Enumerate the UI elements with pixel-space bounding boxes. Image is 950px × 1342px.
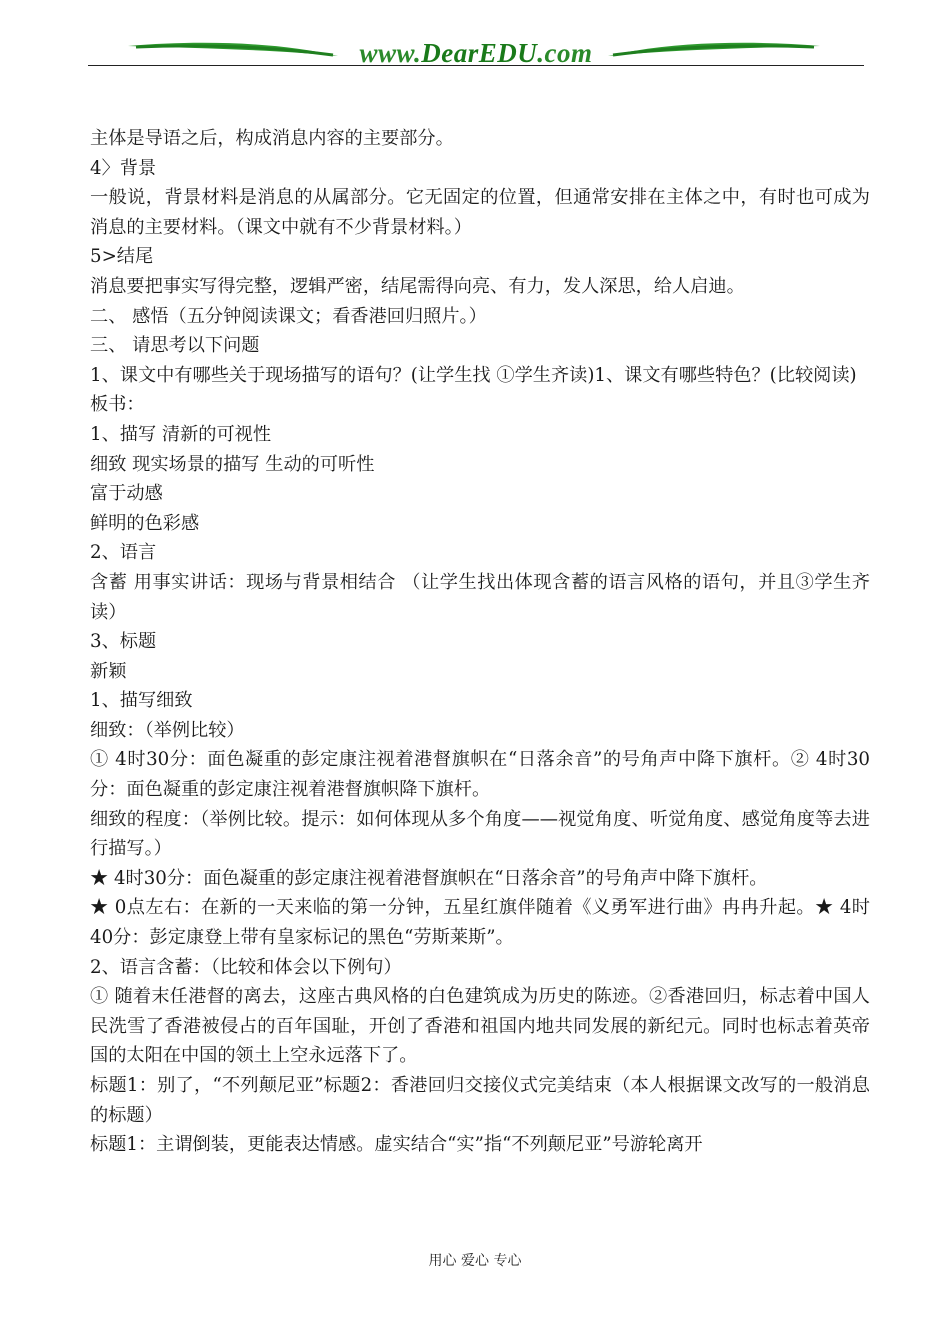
text-line: 1、描写 清新的可视性 xyxy=(90,423,272,445)
text-line: 三、 请思考以下问题 xyxy=(90,335,260,357)
text-line: 细致的程度：（举例比较。提示：如何体现从多个角度——视觉角度、听觉角度、感觉角度等去进行描写。） xyxy=(90,808,870,860)
document-body xyxy=(90,124,870,1160)
text-line: 新颖 xyxy=(90,660,127,682)
text-line: 5>结尾 xyxy=(90,246,154,268)
text-line: 富于动感 xyxy=(90,483,163,505)
text-line: 主体是导语之后，构成消息内容的主要部分。 xyxy=(90,128,454,149)
text-line: 二、 感悟（五分钟阅读课文；看香港回归照片。） xyxy=(90,305,487,327)
text-line: 标题1：主谓倒装，更能表达情感。虚实结合“实”指“不列颠尼亚”号游轮离开 xyxy=(90,1134,703,1156)
text-line: ★ 4时30分：面色凝重的彭定康注视着港督旗帜在“日落余音”的号角声中降下旗杆。 xyxy=(90,867,768,889)
text-line: 消息要把事实写得完整，逻辑严密，结尾需得向亮、有力，发人深思，给人启迪。 xyxy=(90,275,745,297)
text-line: 含蓄 用事实讲话：现场与背景相结合 （让学生找出体现含蓄的语言风格的语句，并且③学生齐读） xyxy=(90,571,870,623)
page-footer: 用心 爱心 专心 xyxy=(428,1253,522,1269)
logo-com: .com xyxy=(537,38,593,68)
text-line: 3、标题 xyxy=(90,631,157,653)
text-line: 1、课文中有哪些关于现场描写的语句？(让学生找 ①学生齐读)1、课文有哪些特色？(比较阅读) xyxy=(90,364,857,386)
text-line: ★ 0点左右：在新的一天来临的第一分钟，五星红旗伴随着《义勇军进行曲》冉冉升起。★ 4时40分：彭定康登上带有皇家标记的黑色“劳斯莱斯”。 xyxy=(90,897,870,949)
text-line: 一般说，背景材料是消息的从属部分。它无固定的位置，但通常安排在主体之中，有时也可成为消息的主要材料。（课文中就有不少背景材料。） xyxy=(90,187,870,238)
text-line: 板书： xyxy=(90,394,145,416)
logo-www: www. xyxy=(359,38,422,68)
text-line: 鲜明的色彩感 xyxy=(90,512,200,534)
text-line: 1、描写细致 xyxy=(90,690,193,712)
text-line: 2、语言 xyxy=(90,542,157,564)
header-rule xyxy=(88,65,864,66)
text-line: ① 随着末任港督的离去，这座古典风格的白色建筑成为历史的陈迹。②香港回归，标志着中国人民洗雪了香港被侵占的百年国耻，开创了香港和祖国内地共同发展的新纪元。同时也标志着英帝国的太阳在中国的领土上空永远落下了。 xyxy=(90,986,870,1067)
text-line: 细致：（举例比较） xyxy=(90,719,245,741)
text-line: 细致 现实场景的描写 生动的可听性 xyxy=(90,453,375,475)
site-header xyxy=(88,30,864,70)
text-line: ① 4时30分：面色凝重的彭定康注视着港督旗帜在“日落余音”的号角声中降下旗杆。② 4时30分：面色凝重的彭定康注视着港督旗帜降下旗杆。 xyxy=(90,749,870,801)
logo-brand: DearEDU xyxy=(421,38,538,68)
text-line: 2、语言含蓄：（比较和体会以下例句） xyxy=(90,956,402,978)
text-line: 标题1：别了，“不列颠尼亚”标题2：香港回归交接仪式完美结束（本人根据课文改写的一般消息的标题） xyxy=(90,1075,870,1126)
text-line: 4〉背景 xyxy=(90,157,157,179)
